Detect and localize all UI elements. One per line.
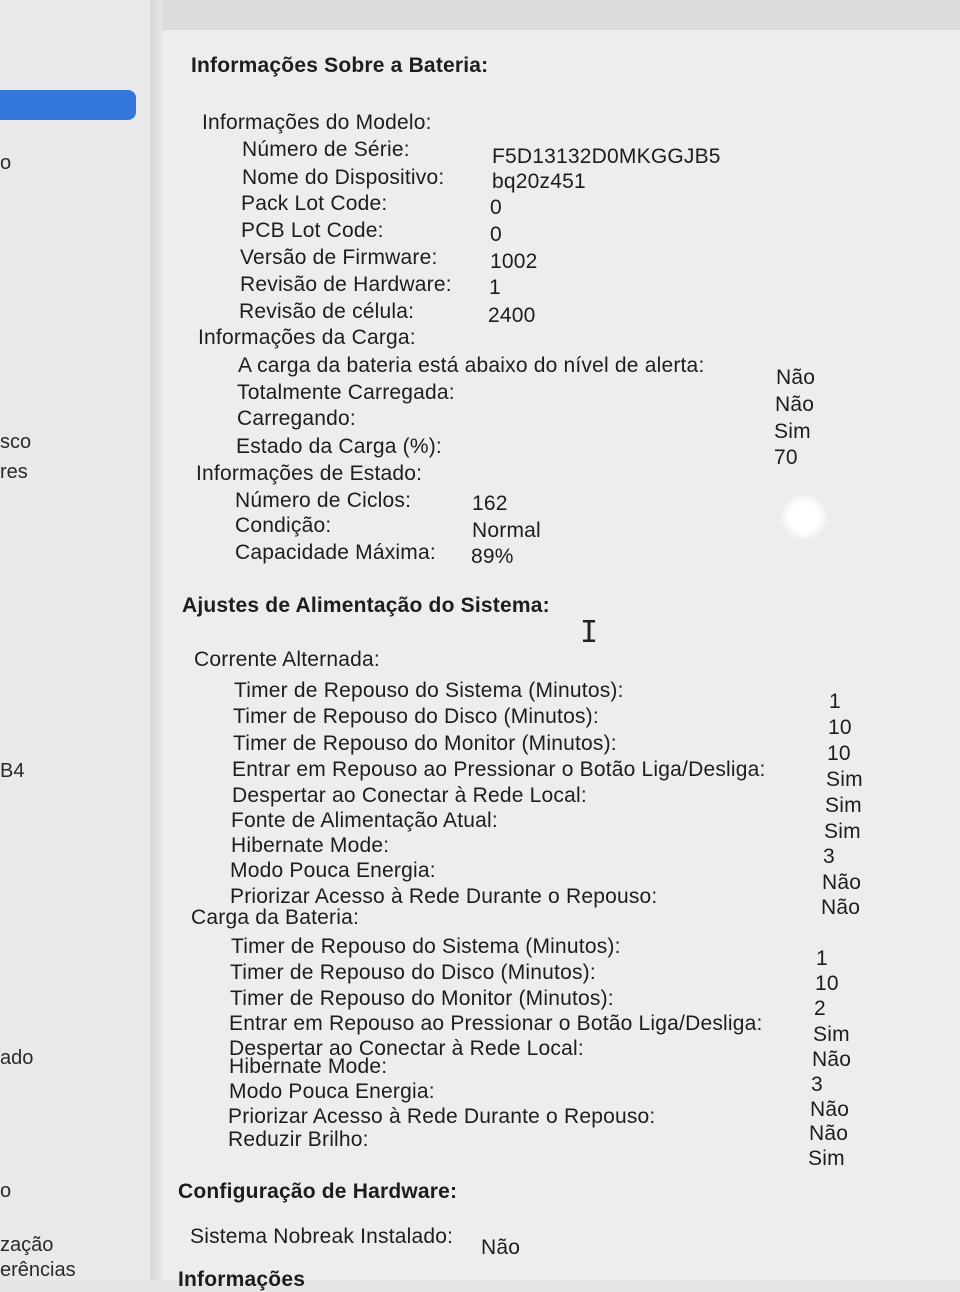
row-value: 2400 <box>488 304 536 327</box>
row-label: Estado da Carga (%): <box>236 435 442 458</box>
row-value: Não <box>776 366 816 389</box>
group-label-battery-power: Carga da Bateria: <box>191 906 359 929</box>
row-label: Timer de Repouso do Disco (Minutos): <box>233 705 599 728</box>
row-value: 70 <box>774 446 798 469</box>
sidebar-selected-item[interactable] <box>0 90 136 120</box>
row-label: Pack Lot Code: <box>241 192 388 215</box>
row-value: Sim <box>825 794 862 817</box>
row-label: Despertar ao Conectar à Rede Local: <box>229 1037 584 1060</box>
section-title-power: Ajustes de Alimentação do Sistema: <box>182 594 550 617</box>
group-label-model: Informações do Modelo: <box>202 111 432 134</box>
row-value: Não <box>809 1122 849 1145</box>
sidebar-item[interactable]: res <box>0 461 28 483</box>
split-view-divider[interactable] <box>150 0 162 1280</box>
row-label: Revisão de célula: <box>239 300 415 323</box>
sidebar <box>0 0 150 1280</box>
row-value: 10 <box>815 972 839 995</box>
content-header-strip <box>162 0 960 30</box>
row-value: 1 <box>489 276 501 299</box>
sidebar-item[interactable]: erências <box>0 1259 76 1280</box>
row-label: Fonte de Alimentação Atual: <box>231 809 498 832</box>
row-label: Modo Pouca Energia: <box>229 1080 435 1103</box>
group-label-status: Informações de Estado: <box>196 462 423 485</box>
row-label: Priorizar Acesso à Rede Durante o Repouso: <box>230 885 658 908</box>
section-title-hardware: Configuração de Hardware: <box>178 1180 458 1203</box>
row-value: 10 <box>828 716 852 739</box>
row-label: Carregando: <box>237 407 356 430</box>
row-label: Entrar em Repouso ao Pressionar o Botão Liga/Desliga: <box>232 758 766 781</box>
row-value: bq20z451 <box>492 170 586 193</box>
row-label: Timer de Repouso do Disco (Minutos): <box>230 961 596 984</box>
row-label: Reduzir Brilho: <box>228 1128 369 1151</box>
row-value: 89% <box>471 545 514 568</box>
row-value: F5D13132D0MKGGJB5 <box>492 145 721 168</box>
row-value: Sim <box>824 820 861 843</box>
row-label: Timer de Repouso do Monitor (Minutos): <box>233 732 617 755</box>
row-label: Hibernate Mode: <box>229 1055 388 1078</box>
row-value: 1 <box>816 947 828 970</box>
row-label: Versão de Firmware: <box>240 246 438 269</box>
row-label: Despertar ao Conectar à Rede Local: <box>232 784 587 807</box>
row-label: Hibernate Mode: <box>231 834 390 857</box>
row-label: Totalmente Carregada: <box>237 381 455 404</box>
row-value: 1 <box>829 690 841 713</box>
row-label: Nome do Dispositivo: <box>242 166 445 189</box>
row-value: Não <box>812 1048 852 1071</box>
row-value: 0 <box>490 223 502 246</box>
row-label: Capacidade Máxima: <box>235 541 436 564</box>
row-value: 162 <box>472 492 508 515</box>
sidebar-item[interactable]: ado <box>0 1047 34 1069</box>
screen-glare <box>780 495 828 539</box>
row-value: 3 <box>811 1073 823 1096</box>
sidebar-item[interactable]: o <box>0 1180 12 1202</box>
sidebar-item[interactable]: zação <box>0 1234 54 1256</box>
row-label: PCB Lot Code: <box>241 219 384 242</box>
row-label: Revisão de Hardware: <box>240 273 452 296</box>
sidebar-item[interactable]: o <box>0 152 12 174</box>
row-label: Timer de Repouso do Monitor (Minutos): <box>230 987 614 1010</box>
section-title-battery: Informações Sobre a Bateria: <box>191 54 489 77</box>
row-label: Condição: <box>235 514 332 537</box>
row-value: Não <box>775 393 815 416</box>
row-value: 1002 <box>490 250 538 273</box>
row-label: Priorizar Acesso à Rede Durante o Repouso: <box>228 1105 656 1128</box>
row-label: Número de Série: <box>242 138 410 161</box>
row-value: Sim <box>813 1023 850 1046</box>
row-label: Entrar em Repouso ao Pressionar o Botão Liga/Desliga: <box>229 1012 763 1035</box>
row-value: Sim <box>808 1147 845 1170</box>
row-value: Normal <box>472 519 541 542</box>
group-label-ac: Corrente Alternada: <box>194 648 380 671</box>
sidebar-item[interactable]: sco <box>0 431 32 453</box>
row-label: Timer de Repouso do Sistema (Minutos): <box>234 679 624 702</box>
text-cursor-icon: I <box>580 615 599 650</box>
row-label: Número de Ciclos: <box>235 489 412 512</box>
row-value: 0 <box>490 196 502 219</box>
row-value: Não <box>821 896 861 919</box>
row-label: A carga da bateria está abaixo do nível de alerta: <box>238 354 705 377</box>
section-title-next: Informações <box>178 1268 306 1291</box>
row-value: Sim <box>826 768 863 791</box>
row-label: Timer de Repouso do Sistema (Minutos): <box>231 935 621 958</box>
row-value: 3 <box>823 845 835 868</box>
row-value: Não <box>822 871 862 894</box>
row-value: 2 <box>814 997 826 1020</box>
row-value: Não <box>481 1236 521 1259</box>
row-value: Não <box>810 1098 850 1121</box>
row-value: Sim <box>774 420 811 443</box>
group-label-charge: Informações da Carga: <box>198 326 416 349</box>
row-label: Sistema Nobreak Instalado: <box>190 1225 454 1248</box>
row-label: Modo Pouca Energia: <box>230 859 436 882</box>
sidebar-item[interactable]: B4 <box>0 760 25 782</box>
row-value: 10 <box>827 742 851 765</box>
